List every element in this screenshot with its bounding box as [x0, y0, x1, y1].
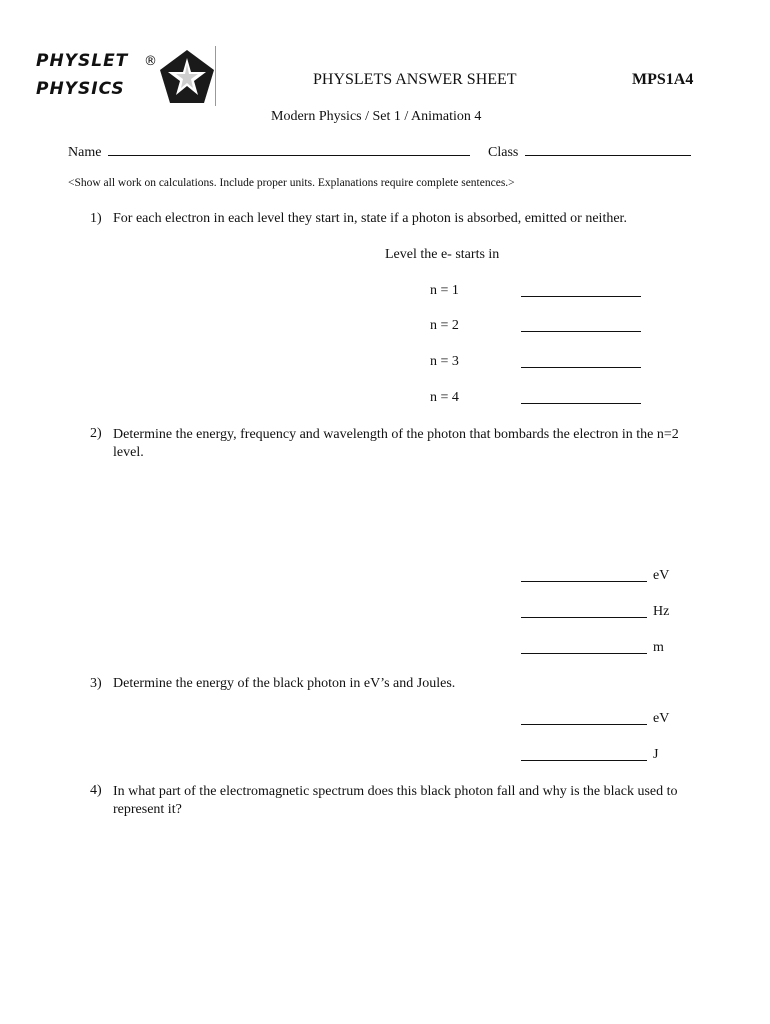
q2-wavelength-blank[interactable]: [521, 653, 647, 654]
class-label: Class: [488, 145, 519, 160]
question-4-text: In what part of the electromagnetic spectrum does this black photon fall and why is the black used to represent it?: [113, 784, 678, 817]
registered-mark: ®: [144, 54, 157, 69]
q3-ev-unit: eV: [653, 711, 670, 726]
question-2-text: Determine the energy, frequency and wavelength of the photon that bombards the electron in the n=2 level.: [113, 427, 679, 460]
name-blank[interactable]: [108, 155, 470, 156]
level-column-header: Level the e- starts in: [385, 247, 500, 262]
q2-energy-blank[interactable]: [521, 581, 647, 582]
q2-wavelength-unit: m: [653, 640, 664, 655]
class-blank[interactable]: [525, 155, 691, 156]
level-label-n3: n = 3: [430, 354, 459, 369]
q3-joules-blank[interactable]: [521, 760, 647, 761]
question-3-number: 3): [90, 676, 102, 691]
level-answer-blank-n2[interactable]: [521, 331, 641, 332]
logo-line-2: PHYSICS: [36, 79, 125, 99]
logo-divider: [215, 46, 216, 106]
name-label: Name: [68, 145, 102, 160]
level-answer-blank-n3[interactable]: [521, 367, 641, 368]
question-4-number: 4): [90, 783, 102, 798]
q2-frequency-blank[interactable]: [521, 617, 647, 618]
question-1-text: For each electron in each level they start in, state if a photon is absorbed, emitted or neither.: [113, 211, 627, 226]
question-1-number: 1): [90, 211, 102, 226]
q3-ev-blank[interactable]: [521, 724, 647, 725]
class-field: [488, 145, 691, 161]
subtitle: Modern Physics / Set 1 / Animation 4: [271, 109, 482, 124]
level-label-n1: n = 1: [430, 283, 459, 298]
level-answer-blank-n4[interactable]: [521, 403, 641, 404]
instructions: <Show all work on calculations. Include proper units. Explanations require complete sentences.>: [68, 177, 515, 189]
question-2-number: 2): [90, 426, 102, 441]
name-field: [68, 145, 470, 161]
level-answer-blank-n1[interactable]: [521, 296, 641, 297]
question-3-text: Determine the energy of the black photon in eV’s and Joules.: [113, 676, 456, 691]
sheet-code: MPS1A4: [632, 71, 694, 88]
level-label-n4: n = 4: [430, 390, 459, 405]
q2-energy-unit: eV: [653, 568, 670, 583]
logo-line-1: PHYSLET: [36, 51, 129, 71]
page-title: PHYSLETS ANSWER SHEET: [313, 71, 517, 88]
q3-joules-unit: J: [653, 747, 659, 762]
q2-frequency-unit: Hz: [653, 604, 670, 619]
pentagon-star-icon: [158, 48, 216, 106]
level-label-n2: n = 2: [430, 318, 459, 333]
physlet-physics-logo: [36, 48, 216, 108]
